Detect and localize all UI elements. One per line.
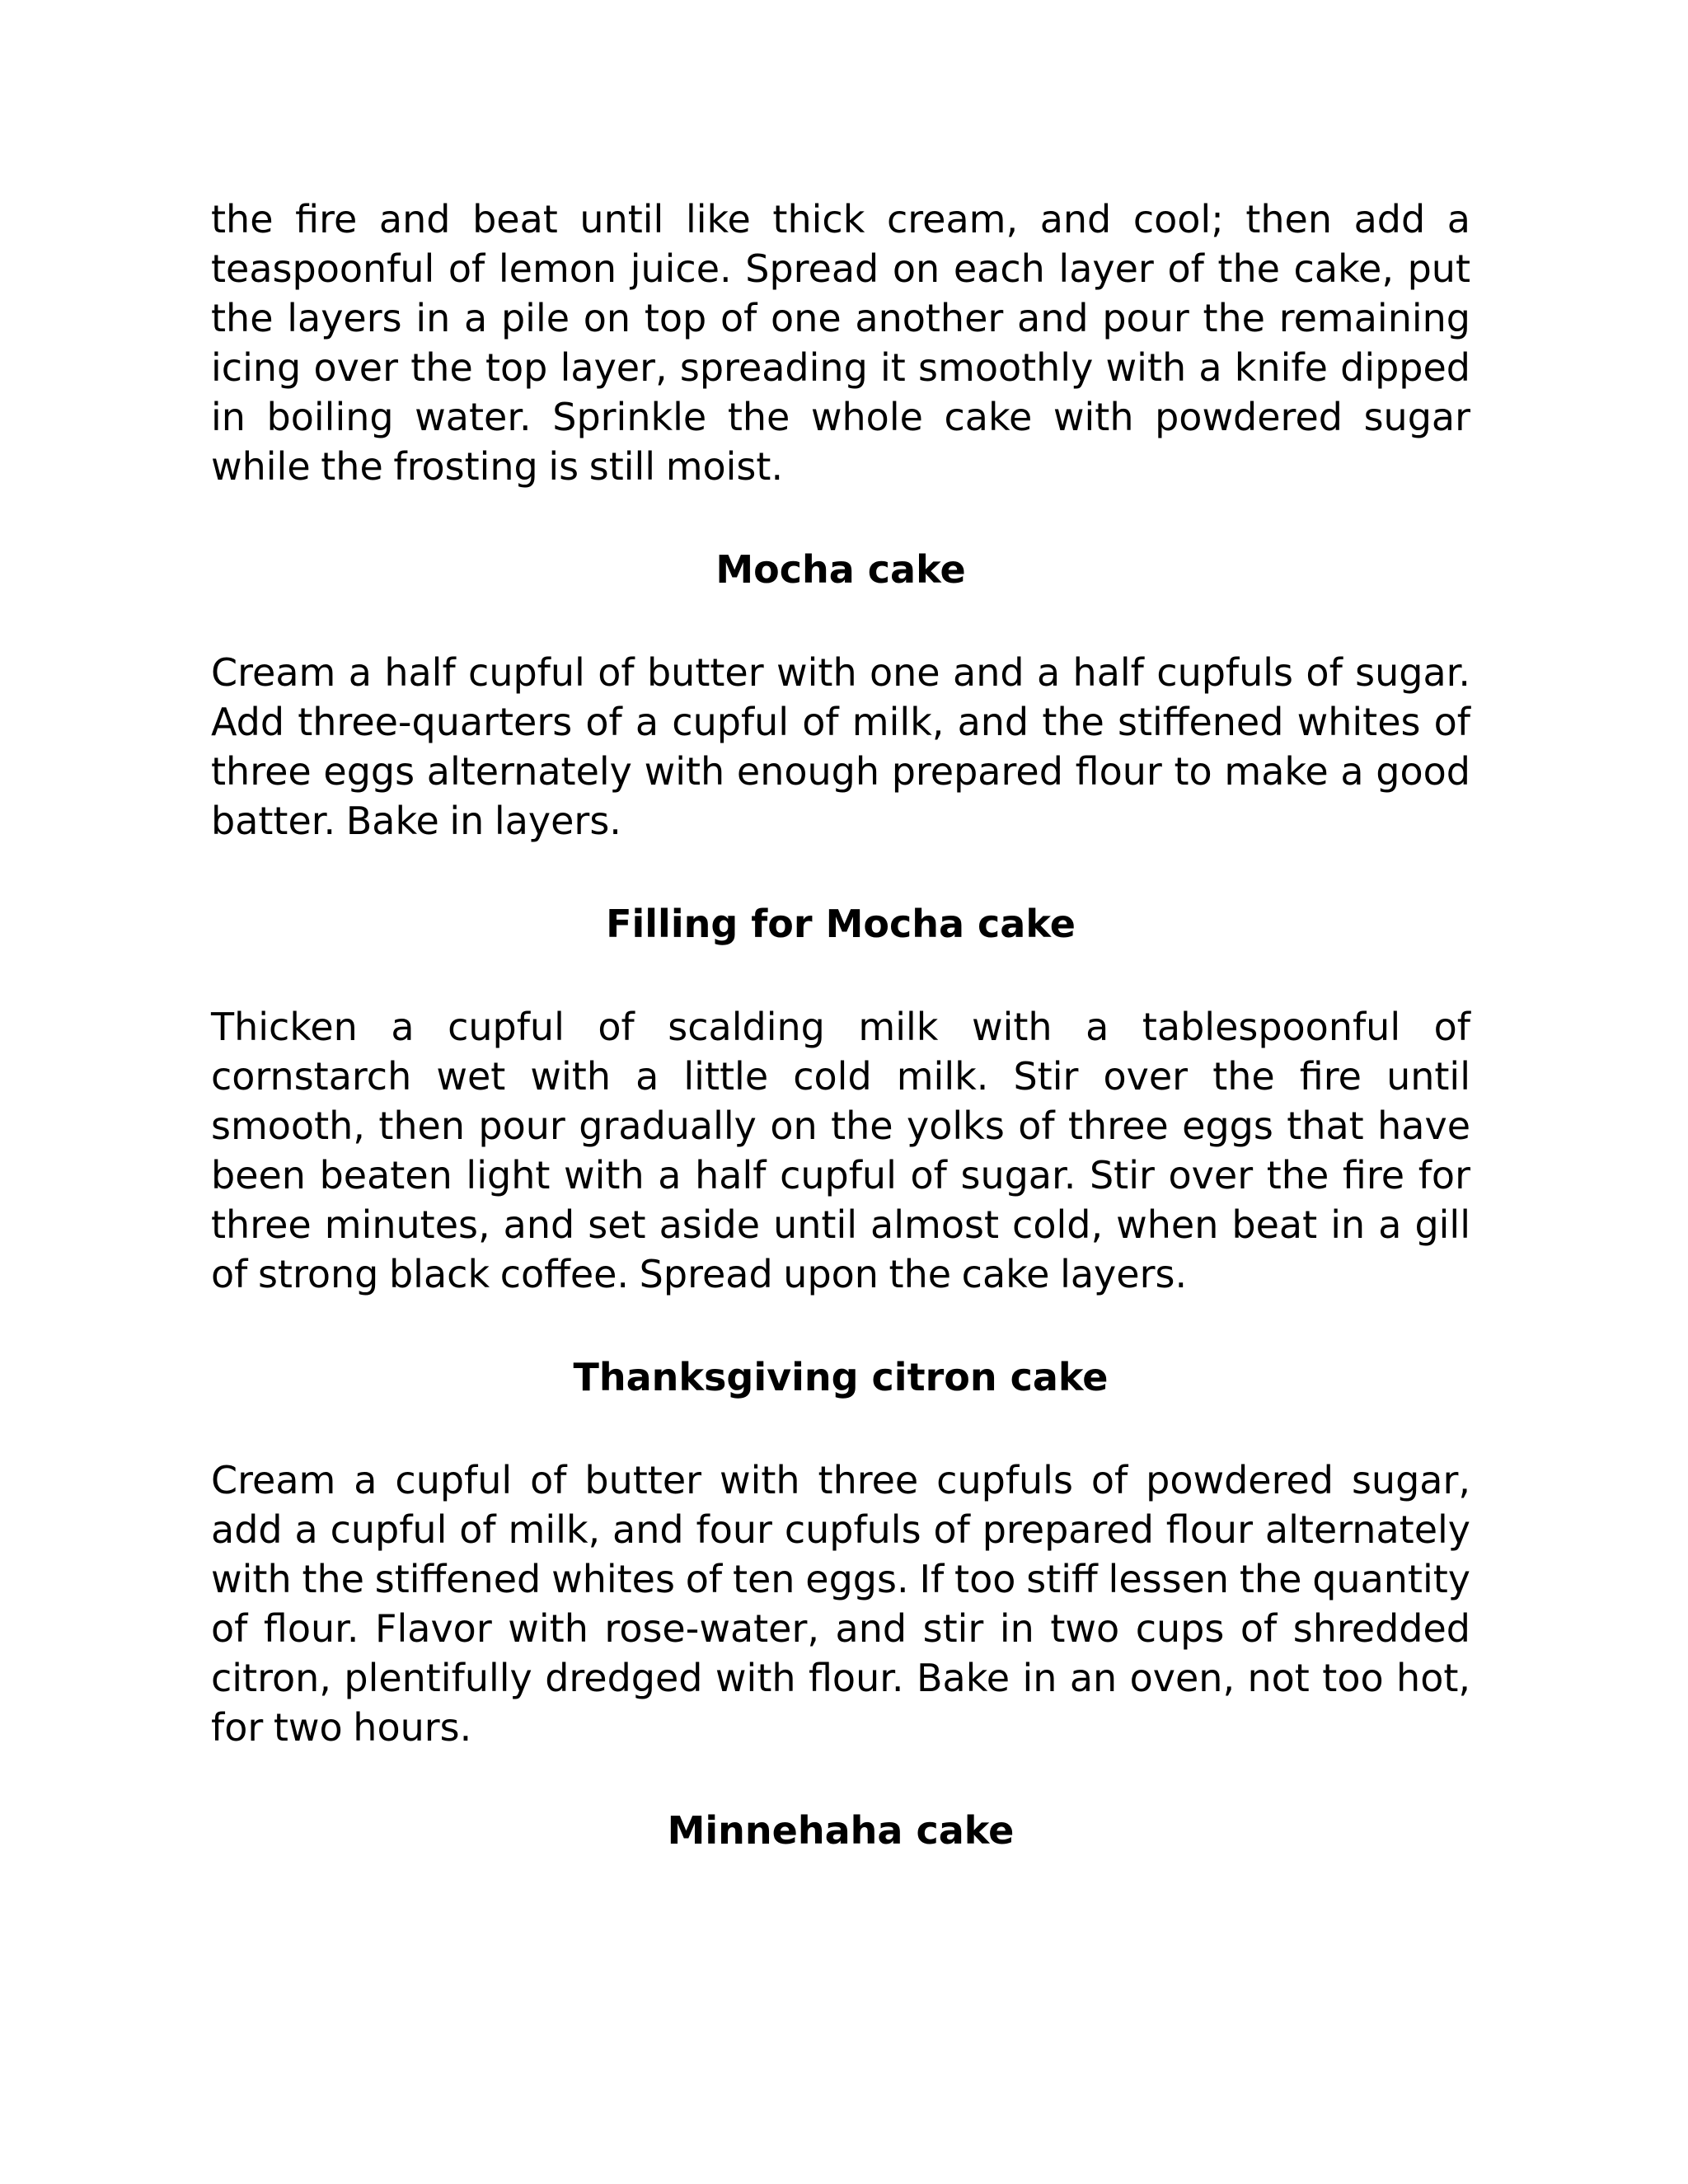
section-heading-filling-for-mocha-cake: Filling for Mocha cake xyxy=(606,902,1076,946)
document-page xyxy=(211,194,1470,1855)
section-heading-minnehaha-cake: Minnehaha cake xyxy=(667,1808,1015,1853)
section-body-filling-for-mocha-cake: Thicken a cupful of scalding milk with a tablespoonful of cornstarch wet with a little cold milk. Stir over the fire until smooth, then pour gradually on the yolks of three eggs that have been beaten light with a half cupful of sugar. Stir over the fire for three minutes, and set aside until almost cold, when beat in a gill of strong black coffee. Spread upon the cake layers. xyxy=(211,1005,1470,1296)
intro-paragraph: the fire and beat until like thick cream, and cool; then add a teaspoonful of lemon juice. Spread on each layer of the cake, put the layers in a pile on top of one another and pour the remaining icing over the top layer, spreading it smoothly with a knife dipped in boiling water. Sprinkle the whole cake with powdered sugar while the frosting is still moist. xyxy=(211,197,1470,489)
section-body-thanksgiving-citron-cake: Cream a cupful of butter with three cupfuls of powdered sugar, add a cupful of milk, and four cupfuls of prepared flour alternately with the stiffened whites of ten eggs. If too stiff lessen the quantity of flour. Flavor with rose-water, and stir in two cups of shredded citron, plentifully dredged with flour. Bake in an oven, not too hot, for two hours. xyxy=(211,1458,1470,1750)
section-heading-mocha-cake: Mocha cake xyxy=(715,547,966,592)
section-body-mocha-cake: Cream a half cupful of butter with one and a half cupfuls of sugar. Add three-quarters of a cupful of milk, and the stiffened whites of three eggs alternately with enough prepared flour to make a good batter. Bake in layers. xyxy=(211,650,1470,843)
section-heading-thanksgiving-citron-cake: Thanksgiving citron cake xyxy=(573,1355,1109,1399)
